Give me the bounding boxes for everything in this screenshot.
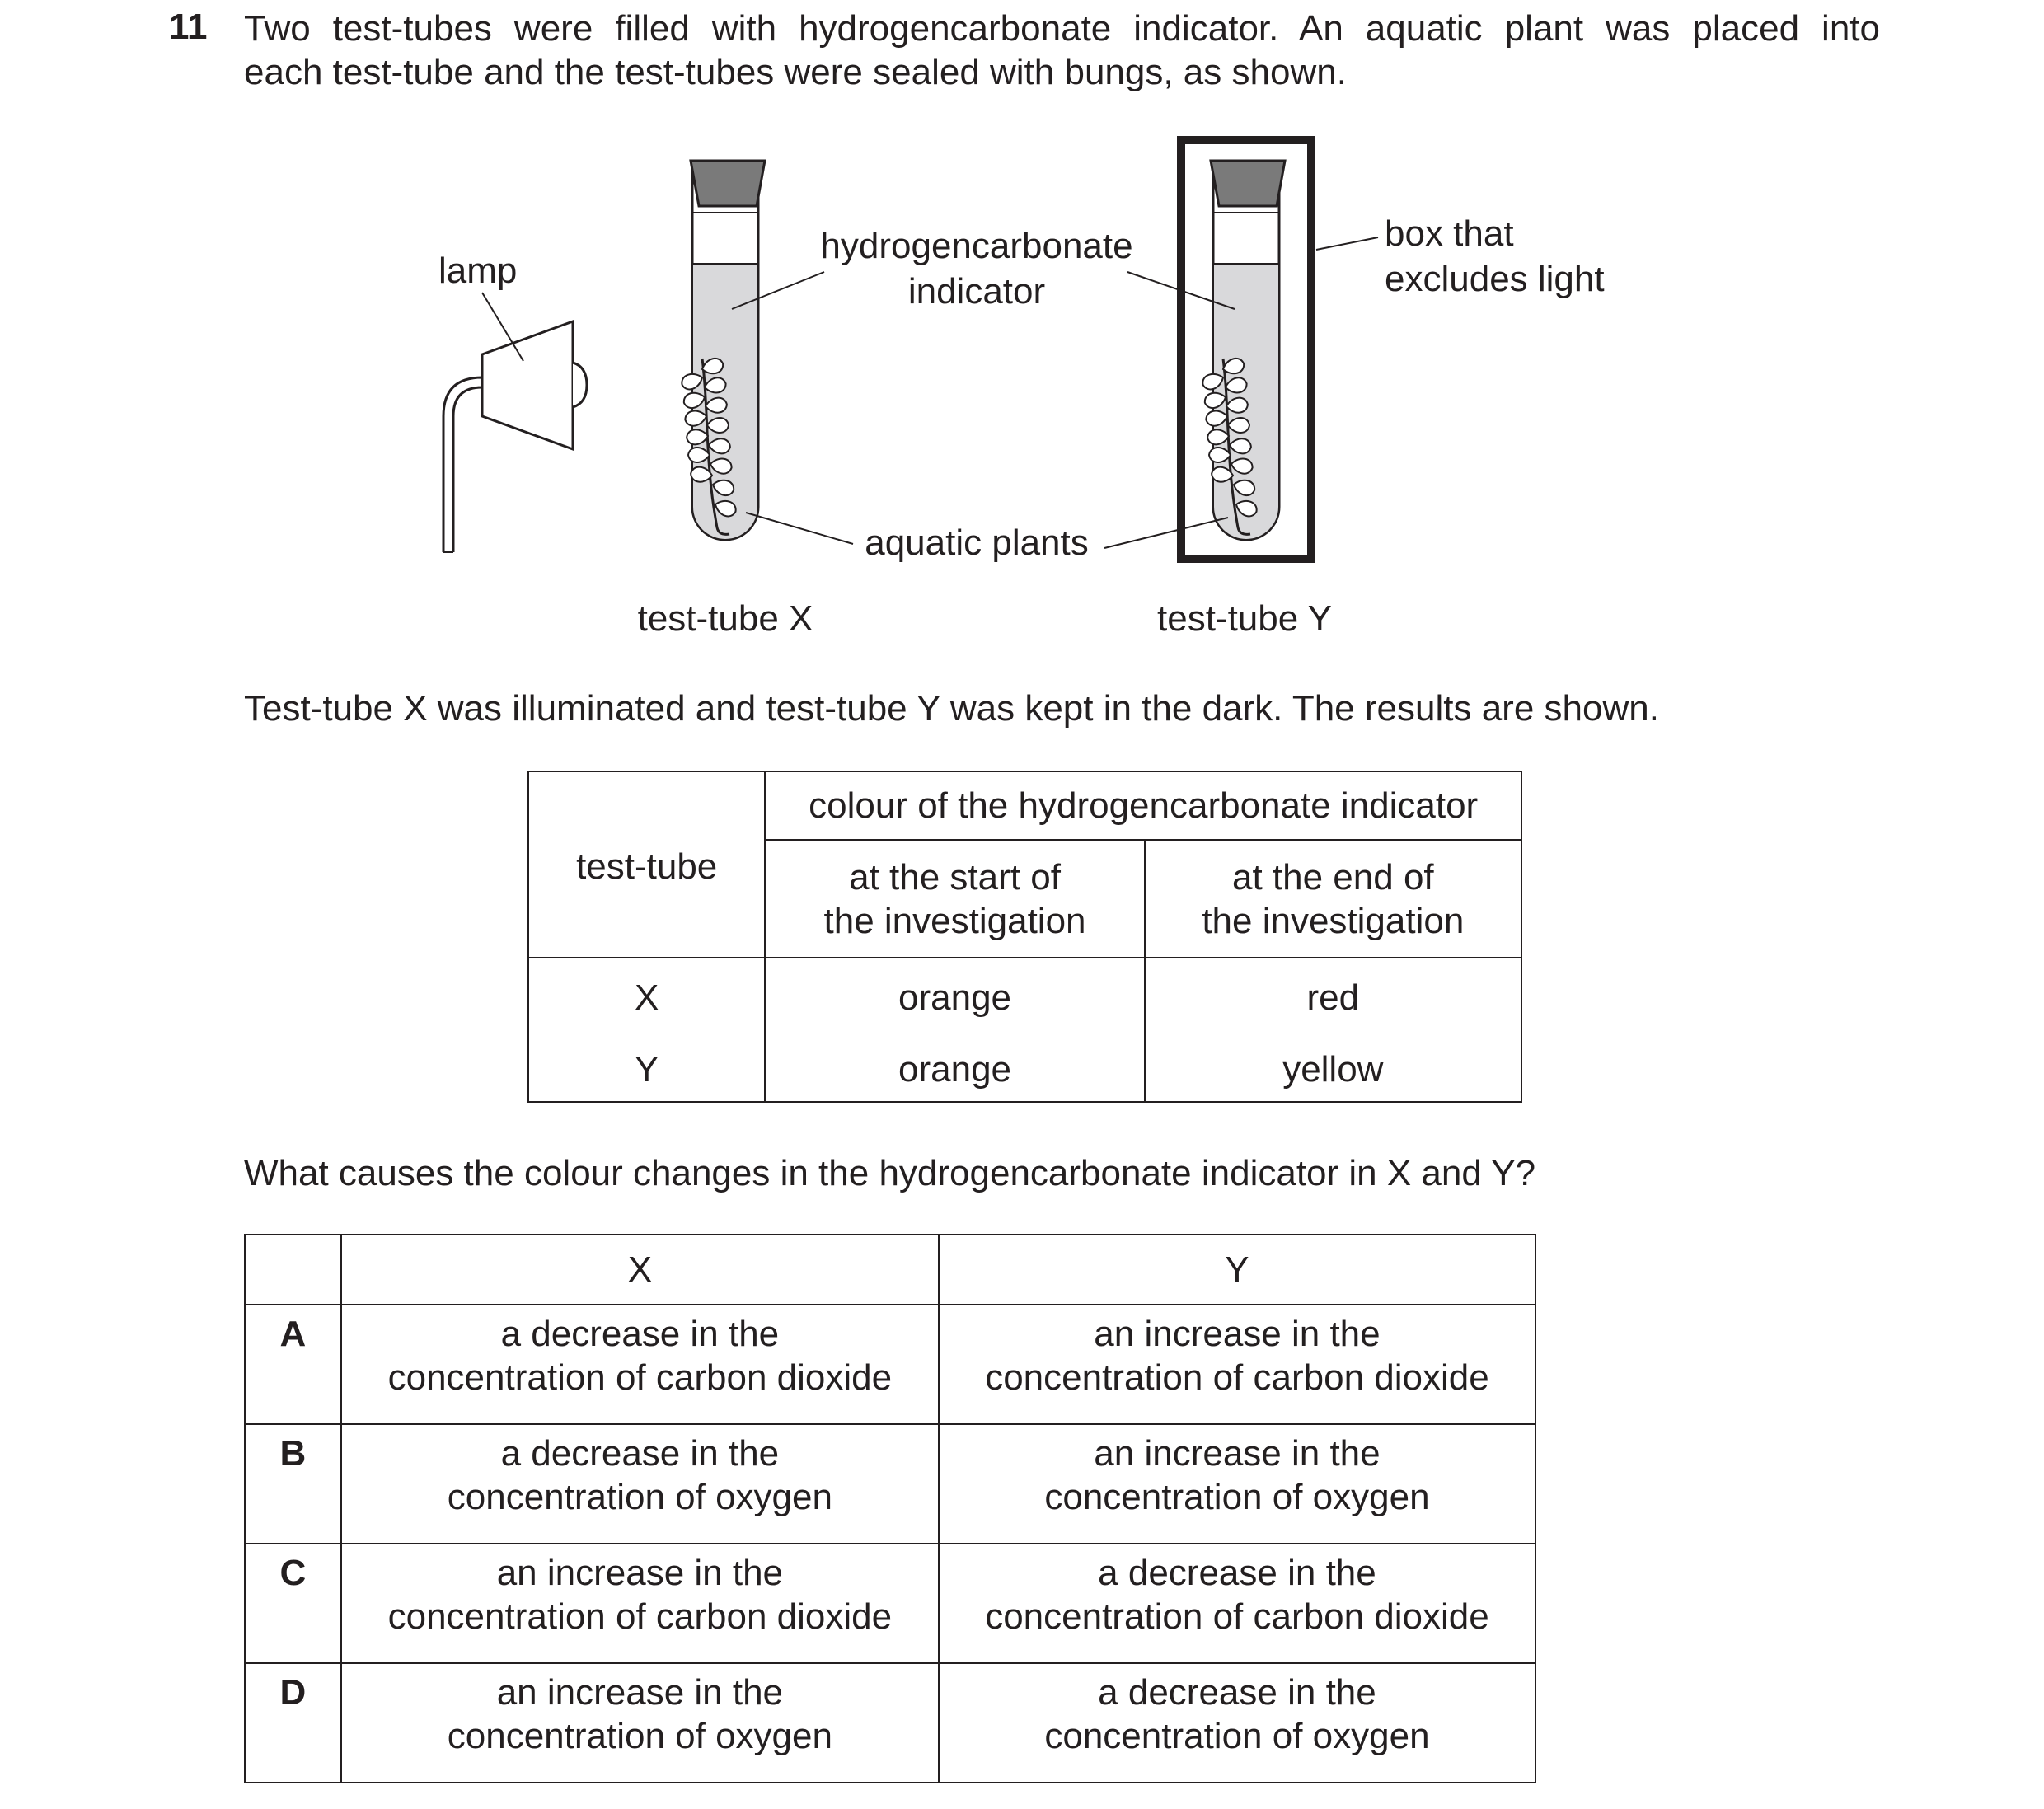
question-text-line-2: each test-tube and the test-tubes were sealed with bungs, as shown. [244,52,1347,92]
option-d-x: an increase in the concentration of oxygen [341,1663,939,1783]
tube-cell: X Y [528,958,765,1102]
options-table [244,1234,1536,1783]
option-c-x: an increase in the concentration of carbon dioxide [341,1544,939,1663]
option-a-y: an increase in the concentration of carbon dioxide [939,1305,1535,1424]
results-table [527,771,1522,1103]
option-row-d[interactable] [245,1663,1535,1783]
option-row-a[interactable] [245,1305,1535,1424]
option-letter-b: B [245,1424,341,1544]
indicator-label-line-2: indicator [907,271,1046,312]
option-b-x: a decrease in the concentration of oxygen [341,1424,939,1544]
test-tube-y-label: test-tube Y [1157,598,1332,639]
options-header-x: X [341,1235,939,1305]
option-letter-a: A [245,1305,341,1424]
header-start: at the start of the investigation [765,840,1144,958]
options-header-blank [245,1235,341,1305]
question-prompt: What causes the colour changes in the hydrogencarbonate indicator in X and Y? [244,1153,1536,1193]
question-text-line-1: Two test-tubes were filled with hydrogencarbonate indicator. An aquatic plant was placed into [244,8,1880,49]
header-test-tube: test-tube [528,771,765,958]
end-colour-cell: red yellow [1145,958,1521,1102]
box-label-line-2: excludes light [1385,259,1605,299]
lamp-label: lamp [438,251,518,291]
lamp-icon [443,321,587,552]
option-row-c[interactable] [245,1544,1535,1663]
start-colour-cell: orange orange [765,958,1144,1102]
option-row-b[interactable] [245,1424,1535,1544]
option-c-y: a decrease in the concentration of carbon dioxide [939,1544,1535,1663]
option-letter-d: D [245,1663,341,1783]
header-end: at the end of the investigation [1145,840,1521,958]
test-tube-x-icon [679,161,765,540]
header-colour: colour of the hydrogencarbonate indicator [765,771,1521,840]
question-number: 11 [169,7,208,47]
options-header-y: Y [939,1235,1535,1305]
test-tube-y-icon [1200,161,1285,540]
option-a-x: a decrease in the concentration of carbon dioxide [341,1305,939,1424]
test-tube-x-label: test-tube X [637,598,813,639]
box-label-line-1: box that [1385,213,1514,254]
option-letter-c: C [245,1544,341,1663]
option-b-y: an increase in the concentration of oxygen [939,1424,1535,1544]
indicator-label-line-1: hydrogencarbonate [820,226,1133,266]
option-d-y: a decrease in the concentration of oxygen [939,1663,1535,1783]
experiment-diagram [0,0,2044,659]
aquatic-plants-label: aquatic plants [865,523,1089,563]
results-intro: Test-tube X was illuminated and test-tube Y was kept in the dark. The results are shown. [244,688,1659,729]
